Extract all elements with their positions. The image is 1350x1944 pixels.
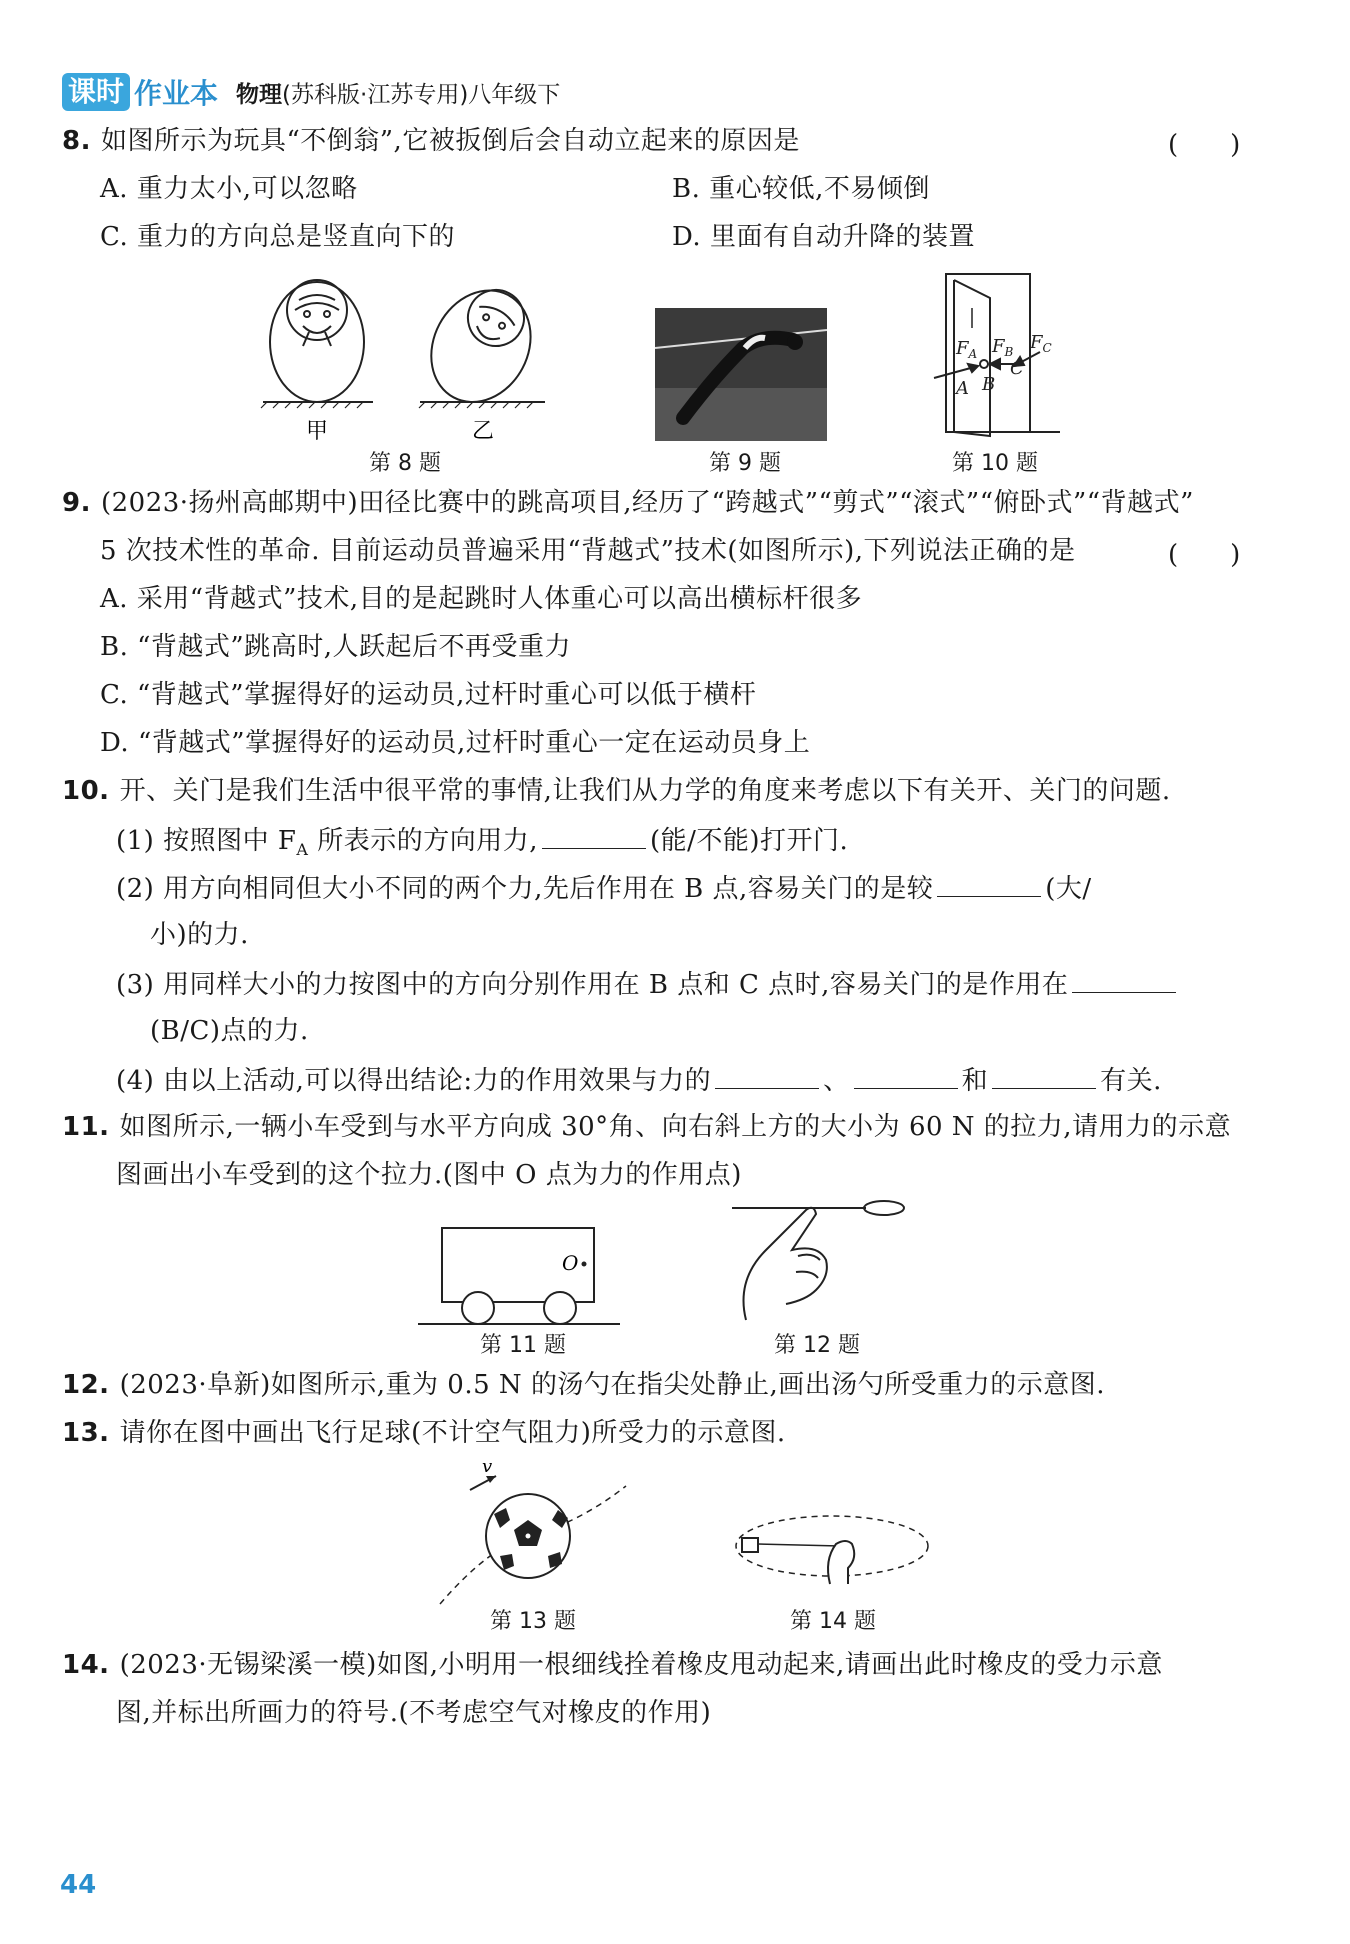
logo-text: 作业本 — [134, 77, 219, 110]
q12-text-body: (2023·阜新)如图所示,重为 0.5 N 的汤勺在指尖处静止,画出汤勺所受重力的示意图. — [119, 1370, 1105, 1400]
q9-line1 — [62, 486, 1194, 520]
fig12-spoon-drawing — [726, 1196, 906, 1328]
page-header — [62, 72, 560, 112]
q10-part3-cont: (B/C)点的力. — [150, 1016, 309, 1046]
caption-fig9: 第 9 题 — [709, 451, 781, 476]
logo-box: 课时 — [62, 73, 130, 111]
q12-text — [62, 1368, 1105, 1402]
label-point-a: A — [956, 378, 969, 399]
q13-number: 13. — [62, 1418, 110, 1448]
q10-stem-text: 开、关门是我们生活中很平常的事情,让我们从力学的角度来考虑以下有关开、关门的问题. — [119, 776, 1171, 806]
caption-fig11: 第 11 题 — [480, 1333, 566, 1358]
fig13-soccer-ball-drawing — [430, 1456, 630, 1608]
fig10-door-drawing — [920, 268, 1070, 440]
q9-number: 9. — [62, 488, 91, 518]
q13-text — [62, 1416, 786, 1450]
q9-line1-text: (2023·扬州高邮期中)田径比赛中的跳高项目,经历了“跨越式”“剪式”“滚式”“俯卧式”“背越式” — [100, 488, 1194, 518]
q8-number: 8. — [62, 126, 91, 156]
caption-fig12: 第 12 题 — [774, 1333, 860, 1358]
q10-blank-6[interactable] — [992, 1062, 1096, 1089]
q10-part4: (4) 由以上活动,可以得出结论:力的作用效果与力的 、 和 有关. — [116, 1062, 1162, 1098]
label-v: v — [482, 1456, 493, 1477]
q13-text-body: 请你在图中画出飞行足球(不计空气阻力)所受力的示意图. — [119, 1418, 786, 1448]
fig8-tumbler-drawing — [255, 268, 555, 448]
q9-option-a: A. 采用“背越式”技术,目的是起跳时人体重心可以高出横标杆很多 — [100, 584, 863, 614]
subject-title — [236, 76, 560, 109]
q10-part1: (1) 按照图中 $F_A$ 所表示的方向用力, (能/不能)打开门. — [116, 822, 848, 867]
caption-fig10: 第 10 题 — [952, 451, 1038, 476]
subject-edition: (苏科版·江苏专用)八年级下 — [282, 81, 561, 108]
fig9-high-jump-photo — [655, 308, 827, 441]
q10-part2: (2) 用方向相同但大小不同的两个力,先后作用在 B 点,容易关门的是较 (大/ — [116, 870, 1092, 906]
label-fb: $F_B$ — [992, 336, 1014, 359]
q10-part3: (3) 用同样大小的力按图中的方向分别作用在 B 点和 C 点时,容易关门的是作用在 — [116, 966, 1180, 1002]
caption-fig8: 第 8 题 — [369, 451, 441, 476]
fig11-cart-drawing — [412, 1222, 626, 1330]
q8-option-d: D. 里面有自动升降的装置 — [672, 222, 975, 252]
page-number: 44 — [60, 1870, 97, 1900]
q10-blank-5[interactable] — [854, 1062, 958, 1089]
caption-fig14: 第 14 题 — [790, 1609, 876, 1634]
q9-option-b: B. “背越式”跳高时,人跃起后不再受重力 — [100, 632, 571, 662]
label-fa: $F_A$ — [956, 338, 978, 361]
q8-stem-text: 如图所示为玩具“不倒翁”,它被扳倒后会自动立起来的原因是 — [100, 126, 800, 156]
brand-logo — [62, 72, 218, 112]
q11-number: 11. — [62, 1112, 110, 1142]
fig14-eraser-drawing — [728, 1504, 934, 1592]
label-point-b: B — [982, 374, 996, 395]
q9-answer-paren: ( ) — [1168, 540, 1241, 570]
label-fc: $F_C$ — [1030, 332, 1052, 355]
q10-blank-2[interactable] — [937, 870, 1041, 897]
caption-fig13: 第 13 题 — [490, 1609, 576, 1634]
q9-line2: 5 次技术性的革命. 目前运动员普遍采用“背越式”技术(如图所示),下列说法正确的是 — [100, 536, 1076, 566]
q11-line1 — [62, 1110, 1231, 1144]
label-jia: 甲 — [305, 419, 329, 444]
q10-blank-4[interactable] — [715, 1062, 819, 1089]
q9-option-c: C. “背越式”掌握得好的运动员,过杆时重心可以低于横杆 — [100, 680, 757, 710]
q14-line2: 图,并标出所画力的符号.(不考虑空气对橡皮的作用) — [116, 1698, 712, 1728]
q8-option-b: B. 重心较低,不易倾倒 — [672, 174, 930, 204]
q11-line2: 图画出小车受到的这个拉力.(图中 O 点为力的作用点) — [116, 1160, 742, 1190]
q10-blank-1[interactable] — [542, 822, 646, 849]
label-point-o: O — [562, 1251, 579, 1275]
label-yi: 乙 — [471, 419, 495, 444]
q12-number: 12. — [62, 1370, 110, 1400]
high-jump-image — [655, 308, 827, 441]
subject-name: 物理 — [236, 81, 283, 108]
q14-line1-text: (2023·无锡梁溪一模)如图,小明用一根细线拴着橡皮甩动起来,请画出此时橡皮的受力示意 — [119, 1650, 1163, 1680]
q8-option-a: A. 重力太小,可以忽略 — [100, 174, 358, 204]
q10-part2-cont: 小)的力. — [150, 920, 249, 950]
q11-line1-text: 如图所示,一辆小车受到与水平方向成 30°角、向右斜上方的大小为 60 N 的拉力,请用力的示意 — [119, 1112, 1232, 1142]
q9-option-d: D. “背越式”掌握得好的运动员,过杆时重心一定在运动员身上 — [100, 728, 811, 758]
q10-number: 10. — [62, 776, 110, 806]
q10-blank-3[interactable] — [1072, 966, 1176, 993]
q10-stem — [62, 774, 1171, 808]
q8-answer-paren: ( ) — [1168, 130, 1241, 160]
q8-stem — [62, 124, 800, 158]
label-point-c: C — [1010, 358, 1024, 379]
q14-number: 14. — [62, 1650, 110, 1680]
q14-line1 — [62, 1648, 1163, 1682]
q8-option-c: C. 重力的方向总是竖直向下的 — [100, 222, 455, 252]
